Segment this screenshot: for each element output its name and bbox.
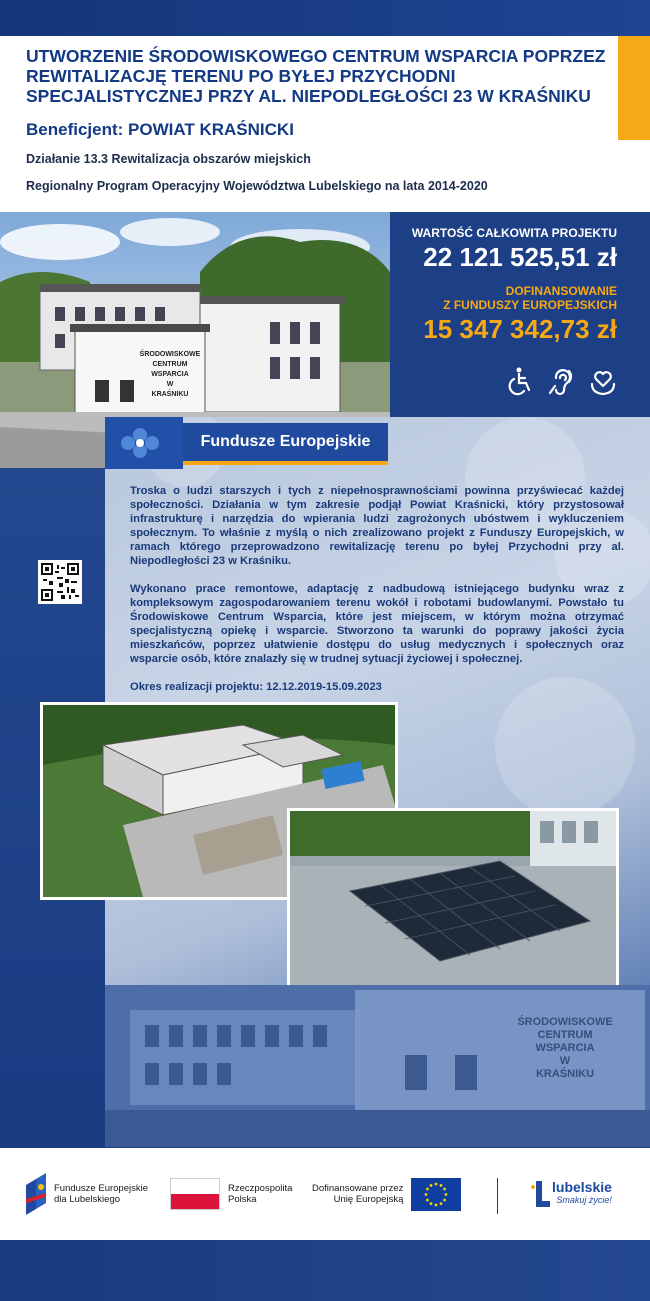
fund-banner bbox=[183, 423, 388, 465]
sign-line-5: KRAŚNIKU bbox=[151, 391, 189, 398]
eu-logo-line-1: Dofinansowane przez bbox=[312, 1183, 404, 1194]
header-accent bbox=[618, 36, 650, 140]
hearing-icon bbox=[547, 366, 575, 401]
facade-sign-line-3: WSPARCIA bbox=[535, 1042, 595, 1054]
lubelskie-logo-icon bbox=[530, 1179, 550, 1209]
paragraph-2: Wykonano prace remontowe, adaptację z nadbudową istniejącego budynku wraz z kompleksowym zagospodarowaniem terenu wokół i robotami budowlanymi. Powstało tu Środowiskowe Centrum Wsparcia, które jest miejscem, w którym można otrzymać specjalistyczną opiekę i wsparcie. Stworzono ta warunki do poprawy jakości życia mieszkańców, poprzez ułatwienie dostępu do usług medycznych i społecznych oraz wsparcie osób, które znalazły się w trudnej sytuacji życiowej i społecznej. bbox=[130, 583, 624, 665]
footer bbox=[0, 1148, 650, 1240]
heart-care-icon bbox=[589, 366, 617, 401]
wheelchair-icon bbox=[505, 366, 533, 401]
sign-line-2: CENTRUM bbox=[152, 361, 188, 368]
facade-sign-line-2: CENTRUM bbox=[537, 1029, 593, 1041]
poland-flag-icon bbox=[170, 1178, 220, 1210]
funding-label-1: DOFINANSOWANIE bbox=[505, 284, 617, 298]
sign-line-1: ŚRODOWISKOWE bbox=[139, 351, 201, 358]
fe-logo-line-2: dla Lubelskiego bbox=[54, 1194, 121, 1205]
header bbox=[0, 36, 650, 212]
rp-logo-line-1: Rzeczpospolita bbox=[228, 1183, 293, 1194]
logo-rp bbox=[170, 1148, 292, 1240]
eu-stars-graphic bbox=[105, 417, 183, 469]
facade-sign-line-1: ŚRODOWISKOWE bbox=[517, 1016, 613, 1028]
lubelskie-name: lubelskie bbox=[552, 1179, 612, 1195]
lubelskie-slogan: Smakuj życie! bbox=[556, 1195, 612, 1205]
solar-panels-photo bbox=[287, 808, 619, 990]
fe-logo-line-1: Fundusze Europejskie bbox=[54, 1183, 148, 1194]
fund-banner-text: Fundusze Europejskie bbox=[200, 433, 371, 450]
program-label: Regionalny Program Operacyjny Województwa Lubelskiego na lata 2014-2020 bbox=[26, 179, 488, 193]
eu-logo-line-2: Unię Europejską bbox=[333, 1194, 404, 1205]
logo-eu bbox=[312, 1148, 461, 1240]
body-text bbox=[130, 484, 624, 708]
top-strip bbox=[0, 0, 650, 36]
footer-divider bbox=[497, 1178, 498, 1214]
building-facade-photo bbox=[105, 985, 650, 1147]
project-period: Okres realizacji projektu: 12.12.2019-15.09.2023 bbox=[130, 681, 382, 693]
fe-logo-icon bbox=[24, 1173, 48, 1215]
funding-label-2: Z FUNDUSZY EUROPEJSKICH bbox=[443, 298, 617, 312]
facade-sign-line-4: W bbox=[559, 1055, 571, 1067]
sign-line-4: W bbox=[166, 381, 174, 388]
logo-fe bbox=[24, 1148, 148, 1240]
total-value-label: WARTOŚĆ CAŁKOWITA PROJEKTU bbox=[411, 226, 617, 240]
sign-line-3: WSPARCIA bbox=[151, 371, 189, 378]
paragraph-1: Troska o ludzi starszych i tych z niepełnosprawnościami powinna przyświecać każdej społeczności. Działania w tym zakresie podjął Powiat Kraśnicki, który przystosował infrastrukturę i narzędzia do wpierania ludzi zagrożonych ubóstwem i wykluczeniem społecznym. To właśnie z myślą o nich zrealizowano projekt z Funduszy Europejskich, w ramach którego przeprowadzono rewitalizację terenu po byłej Przychodni przy al. Niepodległości 23 w Kraśniku. bbox=[130, 485, 624, 567]
value-panel bbox=[390, 212, 650, 417]
accessibility-icons bbox=[505, 366, 617, 401]
funding-amount: 15 347 342,73 zł bbox=[423, 314, 617, 344]
qr-code-icon[interactable] bbox=[38, 560, 82, 604]
total-value-amount: 22 121 525,51 zł bbox=[423, 242, 617, 272]
page-title: UTWORZENIE ŚRODOWISKOWEGO CENTRUM WSPARCIA POPRZEZ REWITALIZACJĘ TERENU PO BYŁEJ PRZYCHODNI SPECJALISTYCZNEJ PRZY AL. NIEPODLEGŁOŚCI 23 W KRAŚNIKU bbox=[26, 46, 606, 106]
action-label: Działanie 13.3 Rewitalizacja obszarów miejskich bbox=[26, 152, 311, 166]
rp-logo-line-2: Polska bbox=[228, 1194, 257, 1205]
logo-lubelskie bbox=[530, 1148, 612, 1240]
beneficiary: Beneficjent: POWIAT KRAŚNICKI bbox=[26, 120, 294, 139]
eu-flag-icon bbox=[411, 1178, 461, 1211]
facade-sign-line-5: KRAŚNIKU bbox=[535, 1068, 595, 1080]
bottom-strip bbox=[0, 1240, 650, 1301]
